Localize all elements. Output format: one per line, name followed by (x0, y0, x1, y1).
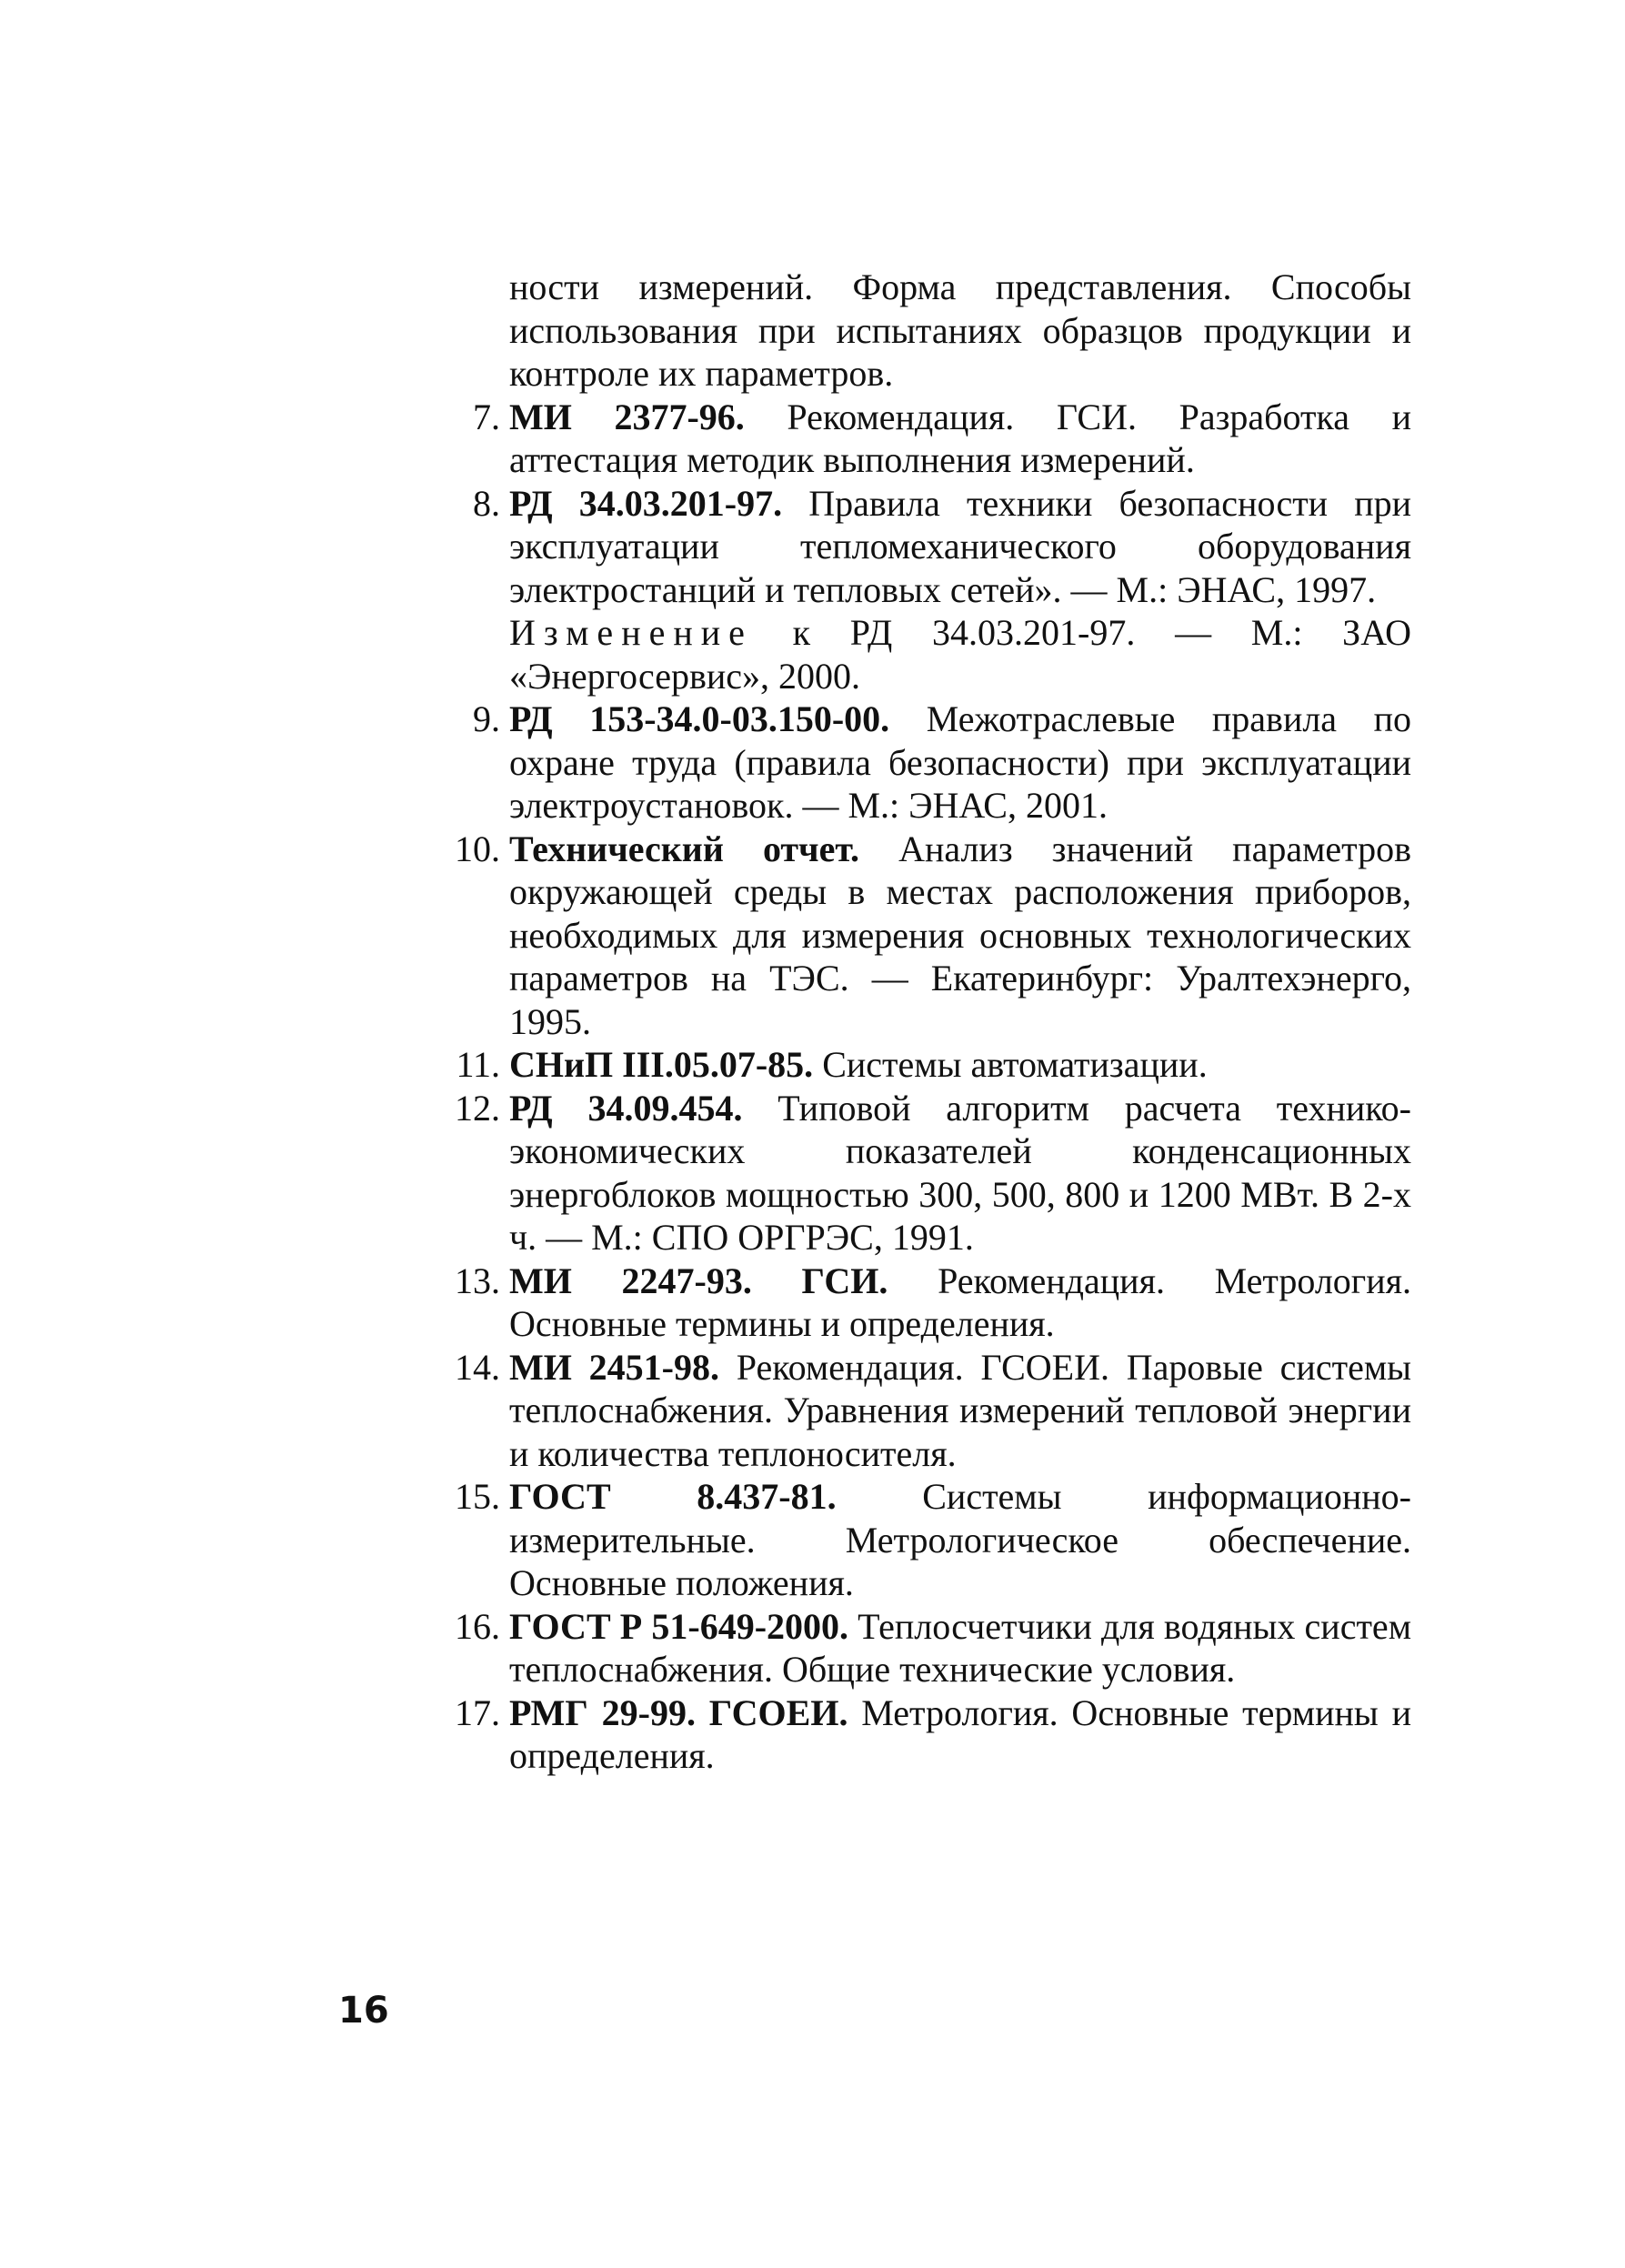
reference-item-11 (436, 1043, 1411, 1087)
reference-item-15 (436, 1475, 1411, 1605)
reference-text: Теплосчетчики для водяных систем теплоснабжения. Общие технические условия. (509, 1605, 1411, 1690)
amendment-label: Изменение (509, 612, 753, 653)
reference-number: 17. (455, 1691, 500, 1733)
reference-text: Рекомендация. ГСИ. Разработка и аттестация методик выполнения измерений. (509, 396, 1411, 480)
reference-text: Правила техники безопасности при эксплуатации тепломеханического оборудования электростанций и тепловых сетей». — М.: ЭНАС, 1997. (509, 482, 1412, 610)
reference-text: Метрология. Основные термины и определения. (509, 1691, 1411, 1776)
reference-text: Системы автоматизации. (822, 1044, 1208, 1085)
reference-code: РМГ 29-99. ГСОЕИ. (509, 1691, 848, 1733)
reference-code: МИ 2247-93. ГСИ. (509, 1259, 888, 1301)
reference-code: МИ 2377-96. (509, 396, 745, 437)
reference-item-10 (436, 828, 1411, 1044)
page-number: 16 (338, 1990, 389, 2032)
reference-code: РД 34.03.201-97. (509, 482, 783, 524)
reference-item-9 (436, 697, 1411, 828)
reference-number: 15. (455, 1476, 500, 1517)
reference-number: 11. (456, 1044, 500, 1085)
reference-number: 12. (455, 1087, 500, 1129)
amendment-text: к РД 34.03.201-97. — М.: ЗАО «Энергосервис», 2000. (509, 612, 1411, 697)
reference-item-13 (436, 1259, 1411, 1346)
reference-code: ГОСТ 8.437-81. (509, 1476, 837, 1517)
reference-item-17 (436, 1691, 1411, 1778)
reference-text: Анализ значений параметров окружающей среды в местах расположения приборов, необходимых для измерения основных технологических параметров на ТЭС. — Екатеринбург: Уралтехэнерго, 1995. (509, 828, 1411, 1042)
reference-code: РД 153-34.0-03.150-00. (509, 698, 890, 739)
continuation-text: ности измерений. Форма представления. Способы использования при испытаниях образцов продукции и контроле их параметров. (509, 266, 1411, 394)
reference-number: 8. (473, 482, 500, 524)
reference-item-16 (436, 1605, 1411, 1691)
reference-item-8 (436, 482, 1411, 612)
reference-code: Технический отчет. (509, 828, 860, 869)
reference-code: РД 34.09.454. (509, 1087, 743, 1129)
reference-number: 9. (473, 698, 500, 739)
reference-text: Рекомендация. ГСОЕИ. Паровые системы теплоснабжения. Уравнения измерений тепловой энергии и количества теплоносителя. (509, 1346, 1412, 1474)
reference-text: Межотраслевые правила по охране труда (правила безопасности) при эксплуатации электроустановок. — М.: ЭНАС, 2001. (509, 698, 1412, 826)
reference-item-7 (436, 396, 1411, 482)
reference-number: 14. (455, 1346, 500, 1388)
reference-code: ГОСТ Р 51-649-2000. (509, 1605, 849, 1647)
reference-number: 16. (455, 1605, 500, 1647)
reference-continuation (436, 266, 1411, 396)
reference-text: Типовой алгоритм расчета технико-экономических показателей конденсационных энергоблоков мощностью 300, 500, 800 и 1200 МВт. В 2-х ч. — М.: СПО ОРГРЭС, 1991. (509, 1087, 1411, 1258)
reference-code: МИ 2451-98. (509, 1346, 719, 1388)
reference-text: Рекомендация. Метрология. Основные термины и определения. (509, 1259, 1412, 1344)
reference-item-12 (436, 1087, 1411, 1259)
reference-item-14 (436, 1346, 1411, 1476)
reference-number: 10. (455, 828, 500, 869)
reference-text: Системы информационно-измерительные. Метрологическое обеспечение. Основные положения. (509, 1476, 1411, 1603)
reference-list (436, 266, 1411, 1778)
reference-number: 7. (473, 396, 500, 437)
reference-item-8-amendment (436, 611, 1411, 697)
reference-code: СНиП III.05.07-85. (509, 1044, 814, 1085)
reference-number: 13. (455, 1259, 500, 1301)
